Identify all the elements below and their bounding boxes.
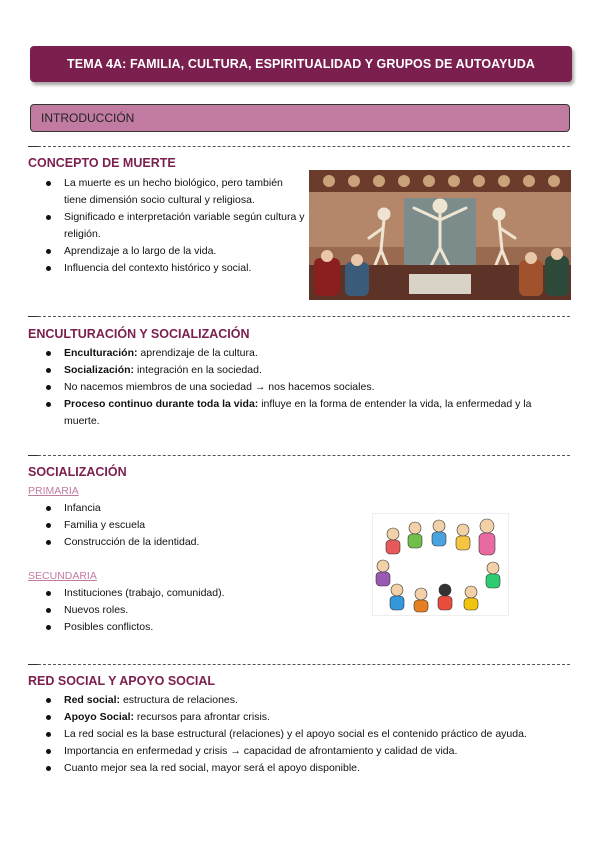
- list-item: Enculturación: aprendizaje de la cultura.: [28, 345, 568, 362]
- children-circle-image: [372, 513, 509, 616]
- list-item: Importancia en enfermedad y crisis → capacidad de afrontamiento y calidad de vida.: [28, 743, 568, 760]
- list-item: Red social: estructura de relaciones.: [28, 692, 568, 709]
- intro-banner: INTRODUCCIÓN: [30, 104, 570, 132]
- page-title: TEMA 4A: FAMILIA, CULTURA, ESPIRITUALIDAD Y GRUPOS DE AUTOAYUDA: [30, 46, 572, 82]
- section-divider: [28, 455, 570, 456]
- primaria-list: [28, 500, 348, 551]
- secundaria-list: [28, 585, 348, 636]
- list-item: La red social es la base estructural (relaciones) y el apoyo social es el contenido práctico de ayuda.: [28, 726, 568, 743]
- fresco-illustration: [309, 170, 571, 300]
- list-item: Socialización: integración en la sociedad.: [28, 362, 568, 379]
- children-illustration: [373, 514, 508, 615]
- list-item: Infancia: [28, 500, 348, 517]
- secundaria-label: SECUNDARIA: [28, 570, 97, 582]
- red-social-list: [28, 692, 568, 777]
- muerte-list: [28, 175, 308, 277]
- section-heading-enculturacion: ENCULTURACIÓN Y SOCIALIZACIÓN: [28, 327, 250, 341]
- list-item: La muerte es un hecho biológico, pero también tiene dimensión socio cultural y religiosa.: [28, 175, 308, 209]
- list-item: Nuevos roles.: [28, 602, 348, 619]
- list-item: Instituciones (trabajo, comunidad).: [28, 585, 348, 602]
- list-item: Construcción de la identidad.: [28, 534, 348, 551]
- list-item: Familia y escuela: [28, 517, 348, 534]
- list-item: Apoyo Social: recursos para afrontar crisis.: [28, 709, 568, 726]
- section-heading-muerte: CONCEPTO DE MUERTE: [28, 156, 176, 170]
- enculturacion-list: [28, 345, 568, 430]
- list-item: Significado e interpretación variable según cultura y religión.: [28, 209, 308, 243]
- list-item: Cuanto mejor sea la red social, mayor será el apoyo disponible.: [28, 760, 568, 777]
- dance-of-death-fresco-image: [309, 170, 571, 300]
- list-item: Posibles conflictos.: [28, 619, 348, 636]
- list-item: No nacemos miembros de una sociedad → nos hacemos sociales.: [28, 379, 568, 396]
- section-divider: [28, 146, 570, 147]
- section-divider: [28, 664, 570, 665]
- list-item: Aprendizaje a lo largo de la vida.: [28, 243, 308, 260]
- primaria-label: PRIMARIA: [28, 485, 79, 497]
- list-item: Influencia del contexto histórico y social.: [28, 260, 308, 277]
- section-divider: [28, 316, 570, 317]
- section-heading-red-social: RED SOCIAL Y APOYO SOCIAL: [28, 674, 216, 688]
- list-item: Proceso continuo durante toda la vida: influye en la forma de entender la vida, la enfermedad y la muerte.: [28, 396, 568, 430]
- section-heading-socializacion: SOCIALIZACIÓN: [28, 465, 127, 479]
